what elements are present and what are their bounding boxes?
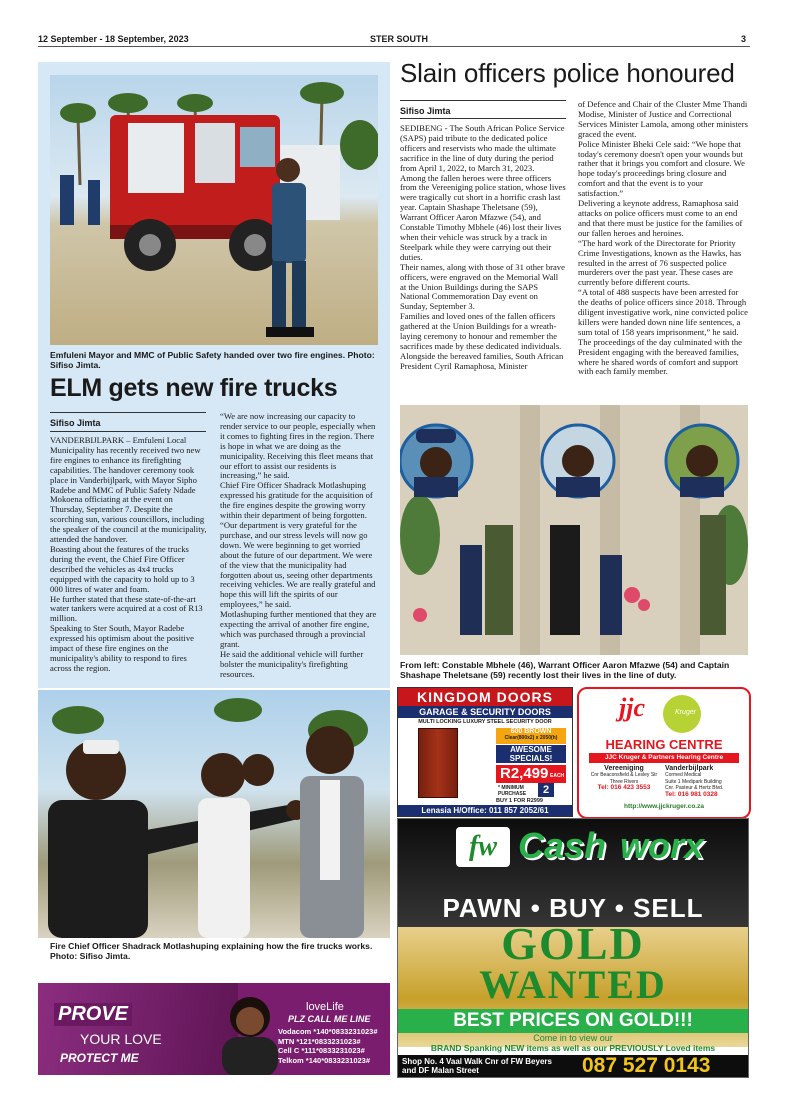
fire-chief-caption: Fire Chief Officer Shadrack Motlashuping explaining how the fire trucks works. Photo: Sifiso Jimta. (50, 941, 373, 962)
kingdom-awesome: AWESOME (510, 745, 552, 754)
jjc-vb-town: Vanderbijlpark (665, 765, 714, 772)
kingdom-footer: Lenasia H/Office: 011 857 2052/61 (398, 805, 572, 816)
paragraph: The proceedings of the day culminated with the President engaging with the bereaved families, where he shared words of comfort and support with each family member. (578, 336, 742, 377)
lovelife-prove: PROVE (54, 1003, 132, 1026)
kingdom-size: 600 BROWN (510, 728, 552, 735)
door-image (418, 728, 458, 798)
cashworx-prices: BEST PRICES ON GOLD!!! (398, 1009, 748, 1033)
police-body-col1 (400, 124, 566, 372)
kingdom-promo (498, 785, 526, 797)
kingdom-each: EACH (550, 773, 565, 779)
jjc-hearing-ad (577, 687, 751, 819)
kingdom-price: R2,499 (500, 765, 549, 782)
kingdom-dims: Clear(800x2) x 2050(h) (504, 735, 558, 741)
jjc-v-addr1: Cnr Beaconsfield & Lesley Str (590, 772, 658, 779)
cashworx-logo-worx: worx (620, 825, 705, 866)
kingdom-doors-ad (397, 687, 573, 817)
byline-rule (50, 431, 206, 432)
paragraph: of Defence and Chair of the Cluster Mme Thandi Modise, Minister of Justice and Correctional Services Minister Lamola, among other ministers graced the event. (578, 99, 748, 139)
paragraph: Among the fallen heroes were three officers from the Vereeniging police station, whose lives were tragically cut short in a horrific crash last year. Captain Shashape Theletsane (59), Warrant Officer Aaron Mfazwe (54), and Constable Timothy Mbhele (46) lost their lives when their vehicle was struck by a track in Steelpark while they were carrying out their duties. (400, 172, 566, 262)
paragraph: “The hard work of the Directorate for Priority Crime Investigations, known as the Hawks, has resulted in the arrest of 76 suspected police murderers over the past year. These cases are currently before different courts. (578, 237, 742, 288)
police-body-col2 (578, 100, 748, 377)
paragraph: VANDERBIJLPARK – Emfuleni Local Municipality has recently received two new fire engines to enhance its firefighting capabilities. The handover ceremony took place in Vanderbijlpark, with Mayor Sipho Radebe and MMC of Public Safety Ndade Mokoena officiating at the event on Thursday, September 7. Despite the scorching sun, various councillors, including the speaker of the council at the municipality, attended the handover. (50, 435, 207, 545)
cellc-number: Cell C *111*0833231023# (278, 1046, 365, 1055)
paragraph: SEDIBENG - The South African Police Service (SAPS) paid tribute to the dedicated police officers and reservists who made the ultimate sacrifice in the line of duty during the period from April 1, 2022, to March 31, 2023. (400, 123, 565, 173)
section-name: STER SOUTH (370, 34, 429, 44)
jjc-logo: jjc (619, 693, 645, 722)
issue-date: 12 September - 18 September, 2023 (38, 34, 189, 44)
jjc-url[interactable]: http://www.jjckruger.co.za (624, 803, 704, 810)
paragraph: Chief Fire Officer Shadrack Motlashuping expressed his gratitude for the acquisition of the fire engines despite the growing worry within their department of being forgotten. “Our department is very grateful for the purchase, and our stress levels will now go down. We were beginning to get worried about the future of our department. We were of the view that the municipality had forgotten about us, seeing other departments receiving vehicles. We are really grateful and hope this will lift the spirits of our employees,” he said. (220, 480, 376, 610)
fire-headline: ELM gets new fire trucks (50, 374, 338, 402)
memorial-photo (400, 405, 748, 655)
byline-rule (400, 100, 566, 101)
jjc-vb-addr3: Cnr. Pasteur & Hertz Blvd. (665, 785, 724, 792)
jjc-v-town: Vereeniging (604, 765, 644, 772)
cashworx-fw-icon: fw (456, 827, 510, 867)
kingdom-size-box (496, 728, 566, 744)
fire-chief-photo (38, 690, 390, 938)
memorial-caption: From left: Constable Mbhele (46), Warrant Officer Aaron Mfazwe (54) and Captain Shashape Theletsane (59) recently lost their lives in the line of duty. (400, 660, 730, 681)
paragraph: “A total of 488 suspects have been arrested for the deaths of police officers since 2018. Through diligent investigative work, nine convicted police killers were handed down nine life sentences, a sum total of 158 years imprisonment,” he said. (578, 287, 748, 337)
paragraph: Motlashuping further mentioned that they are expecting the arrival of another fire engine, which was purchased through a provincial grant. (220, 609, 377, 649)
paragraph: He further stated that these state-of-the-art water tankers were acquired at a cost of R13 million. (50, 593, 203, 624)
jjc-vanderbijlpark (665, 766, 745, 798)
lovelife-brand: loveLife (306, 1001, 344, 1013)
cashworx-shop2: and DF Malan Street (402, 1066, 479, 1075)
kingdom-name: KINGDOM DOORS (398, 688, 572, 706)
lovelife-ad (38, 983, 390, 1075)
lovelife-callme: PLZ CALL ME LINE (288, 1014, 371, 1024)
page-number: 3 (741, 34, 747, 44)
jjc-v-addr2: Three Rivers (609, 778, 639, 785)
kingdom-price-box (496, 765, 566, 783)
telkom-number: Telkom *140*0833231023# (278, 1055, 371, 1065)
cashworx-ad (397, 818, 749, 1078)
lovelife-protect: PROTECT ME (60, 1051, 139, 1065)
paragraph: Speaking to Ster South, Mayor Radebe expressed his optimism about the positive impact of these fire engines on the municipality's ability to respond to fires across the region. (50, 623, 194, 673)
cashworx-gold: GOLD (501, 918, 645, 969)
mtn-number: MTN *121*0833231023# (278, 1036, 361, 1046)
kingdom-promo-a: * MINIMUM (498, 785, 524, 791)
cashworx-wanted: WANTED (479, 962, 667, 1007)
paragraph: Delivering a keynote address, Ramaphosa said attacks on police officers must come to an end and that there must be justice for the families of our fallen heroes and heroines. (578, 198, 743, 238)
cashworx-line: PAWN • BUY • SELL (442, 893, 704, 923)
header-rule (38, 46, 750, 47)
kingdom-awesome-box (496, 745, 566, 763)
kingdom-promo-b: PURCHASE (498, 791, 527, 797)
kingdom-specials: SPECIALS! (509, 754, 553, 763)
paragraph: Police Minister Bheki Cele said: “We hope that today's ceremony doesn't open your wounds but rather that it brings you comfort and closure. We hope today's proceedings bring closure and comfort and that the event is to your satisfaction.” (578, 138, 745, 199)
jjc-vb-tel: Tel: 016 981 0328 (665, 790, 718, 798)
jjc-v-tel: Tel: 016 423 3553 (597, 784, 651, 792)
jjc-title: HEARING CENTRE (605, 737, 723, 752)
cashworx-come: Come in to view our (533, 1033, 613, 1043)
cashworx-shop1: Shop No. 4 Vaal Walk Cnr of FW Beyers (402, 1057, 552, 1066)
fire-body-col2 (220, 412, 378, 679)
byline-rule (50, 412, 206, 413)
paragraph: Their names, along with those of 31 other brave officers, were engraved on the Memorial Wall at the Union Buildings during the SAPS National Commemoration Day event on Sunday, September 3. (400, 261, 565, 312)
police-byline: Sifiso Jimta (400, 106, 451, 116)
cashworx-phone: 087 527 0143 (582, 1054, 711, 1077)
fire-truck-photo (50, 75, 378, 345)
jjc-brand: Kruger (675, 709, 697, 716)
paragraph: “We are now increasing our capacity to render service to our people, especially when it comes to fighting fires in the region. There is hope in what we are doing as the municipality. Receiving this fleet means that our effort to assist our residents is increasing,” he said. (220, 411, 376, 481)
kingdom-promo-num: 2 (538, 783, 554, 797)
vodacom-number: Vodacom *140*0833231023# (278, 1027, 378, 1036)
kingdom-sub: GARAGE & SECURITY DOORS (398, 706, 572, 718)
kingdom-buy: BUY 1 FOR R2999 (496, 798, 543, 804)
cashworx-logo-cash: Cash (518, 825, 607, 866)
jjc-vb-addr2: Suite 1 Medipark Building (665, 778, 722, 785)
fire-byline: Sifiso Jimta (50, 418, 101, 428)
jjc-vb-addr1: Cormed Medical (665, 772, 702, 779)
paragraph: Alongside the bereaved families, South African President Cyril Ramaphosa, Minister (400, 350, 564, 371)
jjc-partners: JJC Kruger & Partners Hearing Centre (589, 753, 739, 763)
paragraph: Boasting about the features of the trucks during the event, the Chief Fire Officer described the vehicles as 4x4 trucks equipped with the capacity to hold up to 3 000 litres of water and foam. (50, 543, 195, 594)
paragraph: Families and loved ones of the fallen officers gathered at the Union Buildings for a wreath-laying ceremony to honour and remember the sacrifices made by these dedicated individuals. (400, 311, 562, 351)
police-headline: Slain officers police honoured (400, 58, 735, 88)
byline-rule (400, 118, 566, 119)
kingdom-tag: MULTI LOCKING LUXURY STEEL SECURITY DOOR (418, 719, 552, 725)
fire-body-col1 (50, 436, 207, 674)
cashworx-brand: BRAND Spanking NEW items as well as our PREVIOUSLY Loved items (430, 1043, 716, 1053)
lovelife-numbers (278, 1027, 378, 1065)
paragraph: He said the additional vehicle will further bolster the municipality's firefighting resources. (220, 648, 364, 679)
cashworx-shop (402, 1057, 552, 1075)
lovelife-yourlove: YOUR LOVE (80, 1031, 162, 1047)
jjc-vereeniging (585, 766, 663, 792)
fire-photo-caption: Emfuleni Mayor and MMC of Public Safety handed over two fire engines. Photo: Sifiso Jimta. (50, 350, 375, 371)
